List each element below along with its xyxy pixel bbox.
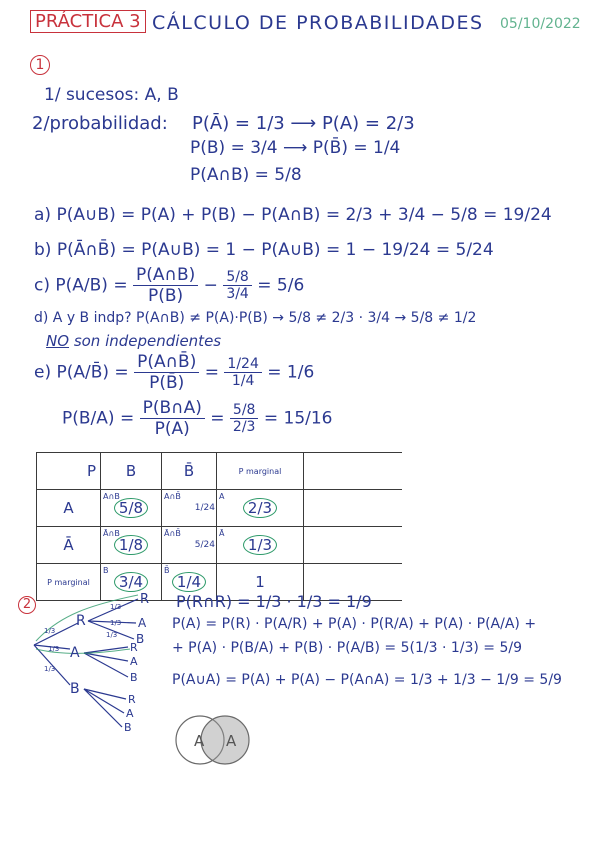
prob-line-3: P(A∩B) = 5/8 [190, 165, 302, 185]
answer-b: b) P(Ā∩B̄) = P(A∪B) = 1 − P(A∪B) = 1 − 19/24 = 5/24 [34, 240, 494, 260]
cell-value: 1/4 [172, 572, 206, 592]
cell-value: 1/3 [243, 535, 277, 555]
tree-prob: 1/3 [106, 631, 118, 639]
cell-tag: Ā∩B̄ [164, 529, 181, 538]
answer-a: a) P(A∪B) = P(A) + P(B) − P(A∩B) = 2/3 + 3/4 − 5/8 = 19/24 [34, 205, 552, 225]
answer-c [34, 265, 304, 306]
probability-table [36, 452, 402, 601]
cell-value: 1 [255, 573, 265, 591]
table-cell [101, 527, 162, 564]
ex2-line-1: P(R∩R) = 1/3 · 1/3 = 1/9 [176, 592, 372, 611]
tree-leaf: A [126, 707, 134, 720]
answer-e-num2: 1/24 [224, 356, 261, 373]
tree-prob: 1/3 [110, 619, 122, 627]
answer-c-num2: 5/8 [223, 269, 252, 286]
table-row-label: P marginal [37, 564, 101, 601]
table-header-p: P [37, 453, 101, 490]
answer-e-num: P(A∩B̄) [134, 352, 199, 373]
venn-circle-2 [201, 716, 249, 764]
answer-e-fraction [134, 352, 199, 393]
practice-label: PRÁCTICA 3 [30, 10, 146, 33]
prob-line-2: P(B) = 3/4 ⟶ P(B̄) = 1/4 [190, 138, 401, 158]
answer-c-fraction [133, 265, 198, 306]
cell-value: 5/8 [114, 498, 148, 518]
tree-leaf: B [124, 721, 132, 734]
answer-f-fraction-2 [230, 402, 259, 435]
table-cell [162, 527, 217, 564]
cell-value: 5/24 [194, 540, 215, 550]
table-row-label: Ā [37, 527, 101, 564]
table-header-b: B [101, 453, 162, 490]
answer-c-den: P(B) [148, 286, 184, 306]
table-header-extra [304, 453, 403, 490]
tree-leaf: R [128, 693, 136, 706]
tree-leaf: R [130, 641, 138, 654]
tree-node-A: A [70, 645, 80, 661]
page-title: CÁLCULO DE PROBABILIDADES [152, 12, 484, 34]
table-header-marginal: P marginal [217, 453, 304, 490]
prob-line-1: P(Ā) = 1/3 ⟶ P(A) = 2/3 [192, 113, 415, 134]
answer-c-den2: 3/4 [226, 286, 249, 302]
answer-e-lhs: e) P(A/B̄) = [34, 362, 129, 383]
tree-branch [84, 689, 126, 699]
cell-value: 1/24 [194, 503, 215, 513]
cell-tag: Ā∩B [103, 529, 120, 538]
answer-d-conclusion [46, 332, 221, 350]
answer-f-lhs: P(B/A) = [62, 408, 135, 429]
venn-label-1: A [194, 732, 205, 750]
answer-d-rest: son independientes [73, 332, 222, 350]
answer-e-result: = 1/6 [267, 362, 315, 383]
cell-tag: A∩B̄ [164, 492, 181, 501]
ex2-line-2: P(A) = P(R) · P(A/R) + P(A) · P(R/A) + P(A) · P(A/A) + [172, 616, 537, 632]
answer-e-den2: 1/4 [231, 373, 255, 389]
table-header-bbar: B̄ [162, 453, 217, 490]
cell-tag: A∩B [103, 492, 120, 501]
answer-e-den: P(B̄) [149, 373, 185, 393]
tree-leaf: B [136, 632, 145, 646]
tree-node-R: R [76, 613, 86, 629]
answer-f-sep: = [210, 408, 225, 429]
answer-c-result: = 5/6 [257, 275, 305, 296]
answer-c-lhs: c) P(A/B) = [34, 275, 128, 296]
tree-prob: 1/3 [44, 665, 56, 673]
tree-leaf: A [130, 655, 138, 668]
cell-value: 3/4 [114, 572, 148, 592]
cell-value: 2/3 [243, 498, 277, 518]
ex2-line-4: P(A∪A) = P(A) + P(A) − P(A∩A) = 1/3 + 1/3 − 1/9 = 5/9 [172, 672, 562, 688]
tree-branch [34, 623, 78, 645]
answer-f [62, 398, 333, 439]
venn-diagram [170, 705, 270, 775]
table-cell [101, 490, 162, 527]
answer-f-result: = 15/16 [263, 408, 333, 429]
venn-label-2: A [226, 732, 237, 750]
cell-tag: B [103, 566, 109, 575]
table-row-label: A [37, 490, 101, 527]
table-row [37, 527, 403, 564]
exercise-1-number: 1 [30, 55, 50, 75]
probability-tree [30, 585, 180, 735]
tree-leaf: B [130, 671, 138, 684]
tree-prob: 1/3 [110, 603, 122, 611]
table-cell [217, 527, 304, 564]
exercise-2-number: 2 [18, 596, 36, 614]
cell-tag: B̄ [164, 566, 170, 575]
ex2-line-3: + P(A) · P(B/A) + P(B) · P(A/B) = 5(1/3 · 1/3) = 5/9 [172, 640, 522, 656]
table-header-row [37, 453, 403, 490]
answer-d: d) A y B indp? P(A∩B) ≠ P(A)·P(B) → 5/8 ≠ 2/3 · 3/4 → 5/8 ≠ 1/2 [34, 310, 477, 326]
page-date: 05/10/2022 [500, 16, 581, 32]
sucesos-line: 1/ sucesos: A, B [44, 85, 179, 105]
table-row [37, 490, 403, 527]
tree-leaf: R [140, 592, 150, 607]
answer-f-den: P(A) [154, 419, 190, 439]
answer-c-mid: − [203, 275, 218, 296]
table-cell-extra [304, 527, 403, 564]
answer-e [34, 352, 314, 393]
cell-tag: Ā [219, 529, 225, 538]
answer-f-num: P(B∩A) [140, 398, 205, 419]
answer-f-num2: 5/8 [230, 402, 259, 419]
tree-node-B: B [70, 681, 80, 697]
answer-f-den2: 2/3 [232, 419, 256, 435]
answer-d-no: NO [46, 332, 70, 350]
tree-prob: 1/3 [48, 645, 60, 653]
answer-c-fraction-2 [223, 269, 252, 302]
answer-e-fraction-2 [224, 356, 261, 389]
cell-tag: A [219, 492, 225, 501]
cell-value: 1/8 [114, 535, 148, 555]
table-cell [217, 490, 304, 527]
answer-e-sep: = [204, 362, 220, 383]
table-cell-extra [304, 490, 403, 527]
probabilidad-label: 2/probabilidad: [32, 113, 168, 134]
table-cell [162, 490, 217, 527]
answer-f-fraction [140, 398, 205, 439]
tree-prob: 1/3 [44, 627, 56, 635]
answer-c-num: P(A∩B) [133, 265, 198, 286]
tree-leaf: A [138, 616, 147, 630]
